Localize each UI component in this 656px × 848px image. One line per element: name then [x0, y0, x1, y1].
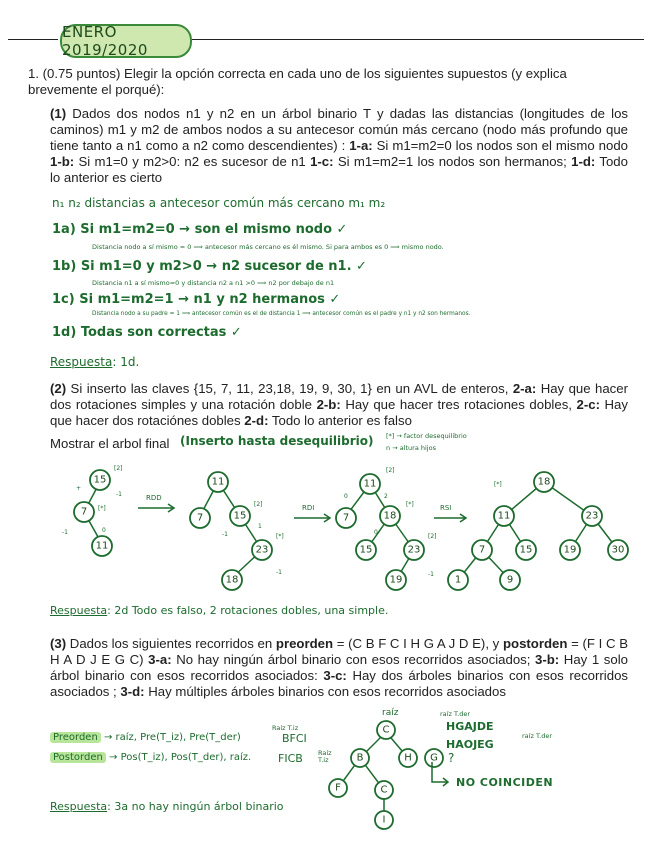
tree-node [92, 536, 112, 556]
question-1-part-2 [50, 381, 628, 429]
tree-node [377, 721, 395, 739]
hw-1a: 1a) Si m1=m2=0 → son el mismo nodo ✓ [52, 222, 348, 237]
svg-text:19: 19 [563, 544, 577, 556]
tree-node [448, 570, 468, 590]
tree-node [404, 540, 424, 560]
option-text: No hay ningún árbol binario con esos recorridos asociados; [171, 652, 536, 667]
svg-text:11: 11 [497, 510, 511, 522]
svg-text:11: 11 [211, 476, 225, 488]
option-text: Todo lo anterior es cierto [50, 154, 628, 185]
svg-text:H: H [404, 752, 412, 764]
svg-text:15: 15 [359, 544, 373, 556]
option-text: Todo lo anterior es falso [268, 413, 412, 428]
tree-node [190, 508, 210, 528]
svg-text:9: 9 [506, 574, 514, 586]
tree-node [375, 811, 393, 829]
svg-text:23: 23 [407, 544, 421, 556]
height-mark: 0 [102, 527, 106, 534]
svg-text:15: 15 [233, 510, 247, 522]
tree-node [399, 749, 417, 767]
svg-text:1: 1 [454, 574, 462, 586]
height-mark: -1 [222, 531, 228, 538]
hw-bfci: BFCI [282, 732, 307, 745]
tree-node [560, 540, 580, 560]
height-mark: 0 [374, 529, 378, 536]
svg-text:B: B [356, 752, 364, 764]
svg-text:7: 7 [196, 512, 204, 524]
option-text: Hay que hacer tres rotaciones dobles, [340, 397, 577, 412]
height-mark: + [76, 485, 82, 492]
page-title: ENERO 2019/2020 [60, 24, 192, 58]
tree-node [222, 570, 242, 590]
height-mark: -1 [116, 491, 122, 498]
hw-postorden-label: Postorden [50, 752, 106, 763]
avl-tree-3 [336, 467, 437, 590]
avl-trees-diagram [40, 458, 640, 608]
question-mark: ? [448, 751, 455, 765]
svg-text:7: 7 [80, 506, 88, 518]
tree-node [472, 540, 492, 560]
rotation-label: RDD [146, 494, 162, 502]
option-text: Hay que hacer dos rotaciónes dobles [50, 397, 628, 428]
svg-text:23: 23 [585, 510, 599, 522]
avl-tree-final [448, 472, 628, 590]
option-label: 2-d: [244, 413, 269, 428]
answer-label: Respuesta [50, 355, 113, 369]
hw-legend-height: n → altura hijos [386, 444, 436, 452]
height-mark: -1 [62, 529, 68, 536]
hw-1a-note: Distancia nodo a sí mismo = 0 ⟹ antecesor más cercano es él mismo. Si para ambos es 0 ⟹ mismo nodo. [92, 243, 444, 251]
hw-1c: 1c) Si m1=m2=1 → n1 y n2 hermanos ✓ [52, 292, 341, 307]
hw-raiz-tiz-label: Raíz T.iz [272, 724, 299, 732]
tree-node [252, 540, 272, 560]
balance-factor: [2] [428, 533, 437, 540]
option-label: 1-c: [310, 154, 334, 169]
part-number: (3) [50, 636, 67, 651]
svg-text:7: 7 [342, 512, 350, 524]
option-label: 2-b: [316, 397, 341, 412]
tree-node [351, 749, 369, 767]
tree-node [582, 506, 602, 526]
tree-node [208, 472, 228, 492]
hw-postorden-rule [50, 752, 251, 763]
tree-node [356, 540, 376, 560]
option-text: Si m1=m2=0 los nodos son el mismo nodo [372, 138, 628, 153]
rotation-label: RSI [440, 504, 452, 512]
answer-label: Respuesta [50, 800, 108, 813]
question-1-intro: 1. (0.75 puntos) Elegir la opción correcta en cada uno de los siguientes supuestos (y explica brevemente el porqué): [28, 66, 567, 97]
option-label: 1-b: [50, 154, 75, 169]
hw-raiz-tiz-label-2: Raíz T.iz [318, 749, 332, 764]
tree-node [608, 540, 628, 560]
hw-hgajde: HGAJDE [446, 720, 494, 733]
option-label: 3-d: [120, 684, 145, 699]
height-mark: -1 [428, 571, 434, 578]
svg-text:11: 11 [95, 540, 109, 552]
option-label: 1-a: [349, 138, 373, 153]
balance-factor: [2] [114, 465, 123, 472]
option-text: Hay múltiples árboles binarios con esos recorridos asociados [144, 684, 506, 699]
tree-node [534, 472, 554, 492]
hw-q1-header: n₁ n₂ distancias a antecesor común más cercano m₁ m₂ [52, 196, 386, 210]
tree-node [375, 781, 393, 799]
part-text: = (F I C B H A D J E G C) [50, 636, 628, 667]
tree-node [329, 779, 347, 797]
option-text: Si m1=m2=1 los nodos son hermanos; [333, 154, 572, 169]
tree-node [360, 474, 380, 494]
tree-node [500, 570, 520, 590]
hw-ficb: FICB [278, 752, 303, 765]
hw-preorden-rule [50, 732, 241, 743]
header-rule-right [192, 39, 644, 40]
hw-preorden-label: Preorden [50, 732, 101, 743]
tree-node [516, 540, 536, 560]
question-1-part-3 [50, 636, 628, 700]
tree-node [336, 508, 356, 528]
rotation-arrow-2 [294, 504, 330, 522]
avl-tree-2 [190, 472, 284, 590]
svg-text:7: 7 [478, 544, 486, 556]
height-mark: 2 [384, 493, 388, 500]
option-text: Hay que hacer dos rotaciones simples y una rotación doble [50, 381, 628, 412]
hw-1b: 1b) Si m1=0 y m2>0 → n2 sucesor de n1. ✓ [52, 259, 367, 274]
option-label: 2-c: [576, 397, 600, 412]
rotation-arrow-3 [434, 504, 466, 522]
hw-1b-note: Distancia n1 a sí mismo=0 y distancia n2 a n1 >0 ⟹ n2 por debajo de n1 [92, 279, 335, 287]
part-number: (2) [50, 381, 67, 396]
hw-q2-answer [50, 604, 388, 617]
final-tree-label: Mostrar el arbol final [50, 436, 170, 451]
hw-raiz-tder-label: raíz T.der [440, 710, 471, 718]
tree-node [386, 570, 406, 590]
tree-node [90, 470, 110, 490]
option-text: Hay 1 solo árbol binario con esos recorridos asociados: [50, 652, 628, 683]
option-text: Si m1=0 y m2>0: n2 es sucesor de n1 [74, 154, 311, 169]
hw-haojeg: HAOJEG [446, 738, 494, 751]
hw-raiz-label: raíz [382, 708, 399, 718]
term-preorden: preorden [275, 636, 334, 651]
part-number: (1) [50, 106, 67, 121]
svg-text:11: 11 [363, 478, 377, 490]
term-postorden: postorden [502, 636, 568, 651]
balance-factor: [*] [98, 505, 106, 512]
answer-value: : 1d. [112, 355, 140, 369]
balance-factor: [2] [254, 501, 263, 508]
svg-text:C: C [382, 724, 390, 736]
hw-1c-note: Distancia nodo a su padre = 1 ⟹ antecesor común es el de distancia 1 ⟹ antecesor común es el padre y n1 y n2 son hermanos. [92, 311, 471, 317]
svg-text:C: C [380, 784, 388, 796]
hw-q3-answer [50, 800, 284, 813]
hw-legend-factor: [*] → factor desequilibrio [386, 432, 467, 440]
hw-postorden-text: → Pos(T_iz), Pos(T_der), raíz. [109, 752, 252, 763]
hw-1d: 1d) Todas son correctas ✓ [52, 325, 242, 340]
svg-text:30: 30 [611, 544, 625, 556]
hw-q1-answer [50, 355, 139, 369]
option-text: Hay dos árboles binarios con esos recorridos asociados ; [50, 668, 628, 699]
answer-value: : 2d Todo es falso, 2 rotaciones dobles, una simple. [107, 604, 389, 617]
balance-factor: [2] [386, 467, 395, 474]
svg-text:I: I [382, 814, 386, 826]
option-label: 2-a: [512, 381, 537, 396]
tree-node [380, 506, 400, 526]
svg-text:G: G [430, 752, 438, 764]
height-mark: 1 [258, 523, 262, 530]
balance-factor: [*] [276, 533, 284, 540]
svg-text:15: 15 [519, 544, 533, 556]
svg-text:15: 15 [93, 474, 107, 486]
hw-raiz-tder-label-2: raíz T.der [522, 732, 553, 740]
hw-preorden-text: → raíz, Pre(T_iz), Pre(T_der) [103, 732, 241, 743]
part-text: Dados dos nodos n1 y n2 en un árbol binario T y dadas las distancias (longitudes de los caminos) m1 y m2 de ambos nodos a su antecesor común más cercano (nodo más profundo que tiene tanto a n1 como a n2 como descendientes) : [50, 106, 628, 153]
tree-node [494, 506, 514, 526]
tree-node [230, 506, 250, 526]
svg-text:F: F [335, 782, 341, 794]
header-rule-left [8, 39, 58, 40]
hw-no-coinciden: NO COINCIDEN [456, 776, 554, 789]
hw-insert-note: (Inserto hasta desequilibrio) [180, 434, 374, 448]
curved-arrow-icon [428, 760, 452, 790]
answer-label: Respuesta [50, 604, 108, 617]
option-label: 3-c: [323, 668, 347, 683]
balance-factor: [*] [406, 501, 414, 508]
rotation-label: RDI [302, 504, 315, 512]
svg-text:18: 18 [225, 574, 239, 586]
height-mark: -1 [276, 569, 282, 576]
height-mark: 0 [344, 493, 348, 500]
part-text: Dados los siguientes recorridos en [66, 636, 276, 651]
part-text: = (C B F C I H G A J D E), y [333, 636, 503, 651]
avl-tree-1 [62, 465, 123, 556]
svg-text:18: 18 [537, 476, 551, 488]
balance-factor: [*] [494, 481, 502, 488]
question-1-part-1 [50, 106, 628, 186]
option-label: 3-a: [148, 652, 172, 667]
tree-node [74, 502, 94, 522]
svg-text:18: 18 [383, 510, 397, 522]
option-label: 1-d: [571, 154, 596, 169]
part-text: Si inserto las claves {15, 7, 11, 23,18, 19, 9, 30, 1} en un AVL de enteros, [66, 381, 513, 396]
option-label: 3-b: [535, 652, 560, 667]
svg-text:23: 23 [255, 544, 269, 556]
svg-text:19: 19 [389, 574, 403, 586]
rotation-arrow-1 [138, 494, 174, 512]
answer-value: : 3a no hay ningún árbol binario [107, 800, 284, 813]
